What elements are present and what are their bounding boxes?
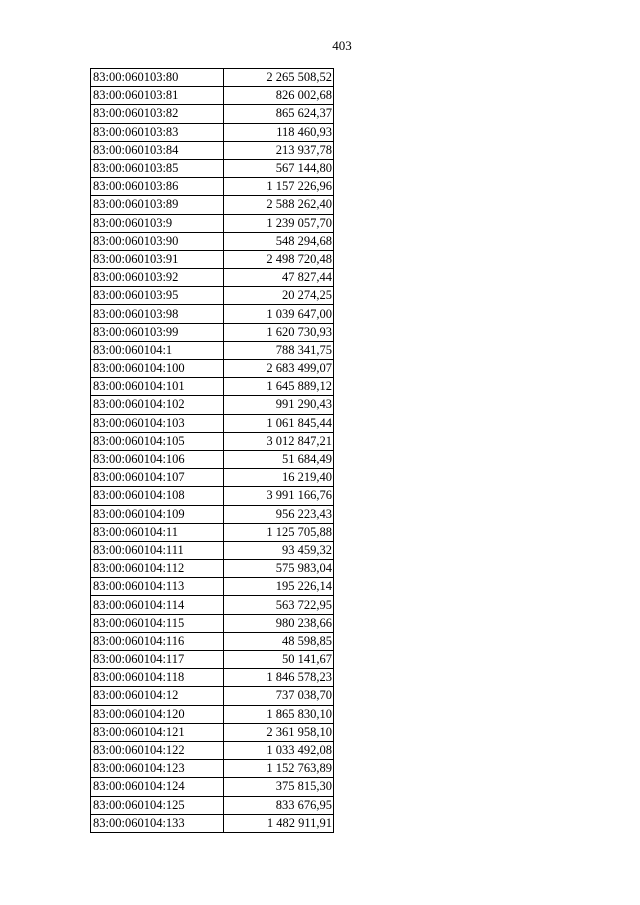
table-row — [91, 269, 334, 287]
cadastral-value-cell: 16 219,40 — [224, 469, 334, 487]
table-row — [91, 796, 334, 814]
table-row — [91, 523, 334, 541]
cadastral-number-cell: 83:00:060103:92 — [91, 269, 224, 287]
cadastral-value-cell: 567 144,80 — [224, 159, 334, 177]
cadastral-number-cell: 83:00:060104:120 — [91, 705, 224, 723]
cadastral-number-cell: 83:00:060104:114 — [91, 596, 224, 614]
table-row — [91, 760, 334, 778]
cadastral-number-cell: 83:00:060104:122 — [91, 741, 224, 759]
cadastral-number-cell: 83:00:060103:85 — [91, 159, 224, 177]
cadastre-value-table — [90, 68, 334, 833]
table-row — [91, 450, 334, 468]
cadastral-number-cell: 83:00:060104:108 — [91, 487, 224, 505]
cadastral-value-cell: 1 645 889,12 — [224, 378, 334, 396]
table-row — [91, 632, 334, 650]
cadastral-value-cell: 1 239 057,70 — [224, 214, 334, 232]
table-row — [91, 723, 334, 741]
cadastral-number-cell: 83:00:060103:95 — [91, 287, 224, 305]
cadastral-value-cell: 20 274,25 — [224, 287, 334, 305]
cadastral-number-cell: 83:00:060104:109 — [91, 505, 224, 523]
table-row — [91, 505, 334, 523]
cadastral-value-cell: 2 498 720,48 — [224, 250, 334, 268]
cadastral-value-cell: 195 226,14 — [224, 578, 334, 596]
cadastral-number-cell: 83:00:060104:117 — [91, 651, 224, 669]
cadastral-number-cell: 83:00:060104:106 — [91, 450, 224, 468]
table-row — [91, 396, 334, 414]
cadastral-value-cell: 788 341,75 — [224, 341, 334, 359]
cadastral-number-cell: 83:00:060104:1 — [91, 341, 224, 359]
table-row — [91, 669, 334, 687]
table-row — [91, 541, 334, 559]
table-row — [91, 360, 334, 378]
cadastral-value-cell: 1 482 911,91 — [224, 814, 334, 832]
page-number: 403 — [332, 38, 352, 53]
table-row — [91, 578, 334, 596]
table-row — [91, 178, 334, 196]
table-row — [91, 123, 334, 141]
cadastral-number-cell: 83:00:060104:115 — [91, 614, 224, 632]
cadastral-number-cell: 83:00:060104:11 — [91, 523, 224, 541]
table-row — [91, 105, 334, 123]
cadastral-number-cell: 83:00:060104:105 — [91, 432, 224, 450]
cadastral-number-cell: 83:00:060104:111 — [91, 541, 224, 559]
table-row — [91, 196, 334, 214]
cadastral-number-cell: 83:00:060104:101 — [91, 378, 224, 396]
table-row — [91, 341, 334, 359]
table-row — [91, 69, 334, 87]
table-row — [91, 287, 334, 305]
cadastral-number-cell: 83:00:060103:90 — [91, 232, 224, 250]
cadastral-value-cell: 991 290,43 — [224, 396, 334, 414]
cadastral-value-cell: 2 265 508,52 — [224, 69, 334, 87]
cadastral-value-cell: 1 620 730,93 — [224, 323, 334, 341]
cadastral-value-cell: 213 937,78 — [224, 141, 334, 159]
table-row — [91, 778, 334, 796]
cadastral-value-cell: 48 598,85 — [224, 632, 334, 650]
cadastral-number-cell: 83:00:060104:125 — [91, 796, 224, 814]
cadastral-number-cell: 83:00:060104:102 — [91, 396, 224, 414]
cadastral-value-cell: 3 012 847,21 — [224, 432, 334, 450]
cadastral-value-cell: 1 061 845,44 — [224, 414, 334, 432]
table-row — [91, 87, 334, 105]
table-row — [91, 651, 334, 669]
cadastral-number-cell: 83:00:060104:123 — [91, 760, 224, 778]
cadastral-value-cell: 980 238,66 — [224, 614, 334, 632]
cadastral-value-cell: 1 152 763,89 — [224, 760, 334, 778]
table-row — [91, 323, 334, 341]
cadastral-number-cell: 83:00:060104:103 — [91, 414, 224, 432]
table-row — [91, 232, 334, 250]
cadastral-value-cell: 3 991 166,76 — [224, 487, 334, 505]
table-row — [91, 814, 334, 832]
cadastral-number-cell: 83:00:060103:99 — [91, 323, 224, 341]
cadastral-value-cell: 2 588 262,40 — [224, 196, 334, 214]
cadastral-value-cell: 1 846 578,23 — [224, 669, 334, 687]
cadastral-value-cell: 50 141,67 — [224, 651, 334, 669]
cadastral-number-cell: 83:00:060104:124 — [91, 778, 224, 796]
cadastral-number-cell: 83:00:060103:91 — [91, 250, 224, 268]
cadastral-value-cell: 563 722,95 — [224, 596, 334, 614]
cadastral-number-cell: 83:00:060104:100 — [91, 360, 224, 378]
cadastral-value-cell: 2 683 499,07 — [224, 360, 334, 378]
table-row — [91, 469, 334, 487]
cadastral-value-cell: 548 294,68 — [224, 232, 334, 250]
cadastral-value-cell: 51 684,49 — [224, 450, 334, 468]
cadastral-value-cell: 1 039 647,00 — [224, 305, 334, 323]
cadastral-value-cell: 2 361 958,10 — [224, 723, 334, 741]
cadastral-value-cell: 93 459,32 — [224, 541, 334, 559]
cadastral-value-cell: 1 033 492,08 — [224, 741, 334, 759]
cadastral-number-cell: 83:00:060103:98 — [91, 305, 224, 323]
cadastral-number-cell: 83:00:060104:118 — [91, 669, 224, 687]
cadastral-number-cell: 83:00:060103:80 — [91, 69, 224, 87]
cadastral-number-cell: 83:00:060103:83 — [91, 123, 224, 141]
cadastral-number-cell: 83:00:060103:9 — [91, 214, 224, 232]
cadastral-value-cell: 47 827,44 — [224, 269, 334, 287]
cadastral-value-cell: 833 676,95 — [224, 796, 334, 814]
cadastral-value-cell: 1 865 830,10 — [224, 705, 334, 723]
cadastral-number-cell: 83:00:060104:116 — [91, 632, 224, 650]
table-row — [91, 705, 334, 723]
cadastral-value-cell: 1 125 705,88 — [224, 523, 334, 541]
cadastral-value-cell: 375 815,30 — [224, 778, 334, 796]
cadastral-number-cell: 83:00:060103:89 — [91, 196, 224, 214]
table-row — [91, 560, 334, 578]
table-row — [91, 687, 334, 705]
table-row — [91, 614, 334, 632]
cadastral-value-cell: 737 038,70 — [224, 687, 334, 705]
table-row — [91, 596, 334, 614]
cadastral-number-cell: 83:00:060104:121 — [91, 723, 224, 741]
table-row — [91, 432, 334, 450]
cadastral-number-cell: 83:00:060103:84 — [91, 141, 224, 159]
table-row — [91, 414, 334, 432]
cadastral-number-cell: 83:00:060103:86 — [91, 178, 224, 196]
table-row — [91, 214, 334, 232]
cadastral-number-cell: 83:00:060104:107 — [91, 469, 224, 487]
cadastral-value-cell: 865 624,37 — [224, 105, 334, 123]
cadastral-number-cell: 83:00:060103:82 — [91, 105, 224, 123]
cadastral-number-cell: 83:00:060104:112 — [91, 560, 224, 578]
table-row — [91, 305, 334, 323]
table-row — [91, 159, 334, 177]
table-row — [91, 487, 334, 505]
cadastral-value-cell: 826 002,68 — [224, 87, 334, 105]
table-row — [91, 741, 334, 759]
cadastral-value-cell: 118 460,93 — [224, 123, 334, 141]
table-body — [91, 69, 334, 833]
cadastral-number-cell: 83:00:060104:113 — [91, 578, 224, 596]
cadastral-number-cell: 83:00:060104:133 — [91, 814, 224, 832]
cadastral-number-cell: 83:00:060103:81 — [91, 87, 224, 105]
cadastral-value-cell: 1 157 226,96 — [224, 178, 334, 196]
cadastral-number-cell: 83:00:060104:12 — [91, 687, 224, 705]
cadastral-value-cell: 956 223,43 — [224, 505, 334, 523]
cadastral-value-cell: 575 983,04 — [224, 560, 334, 578]
table-row — [91, 378, 334, 396]
table-row — [91, 141, 334, 159]
table-row — [91, 250, 334, 268]
